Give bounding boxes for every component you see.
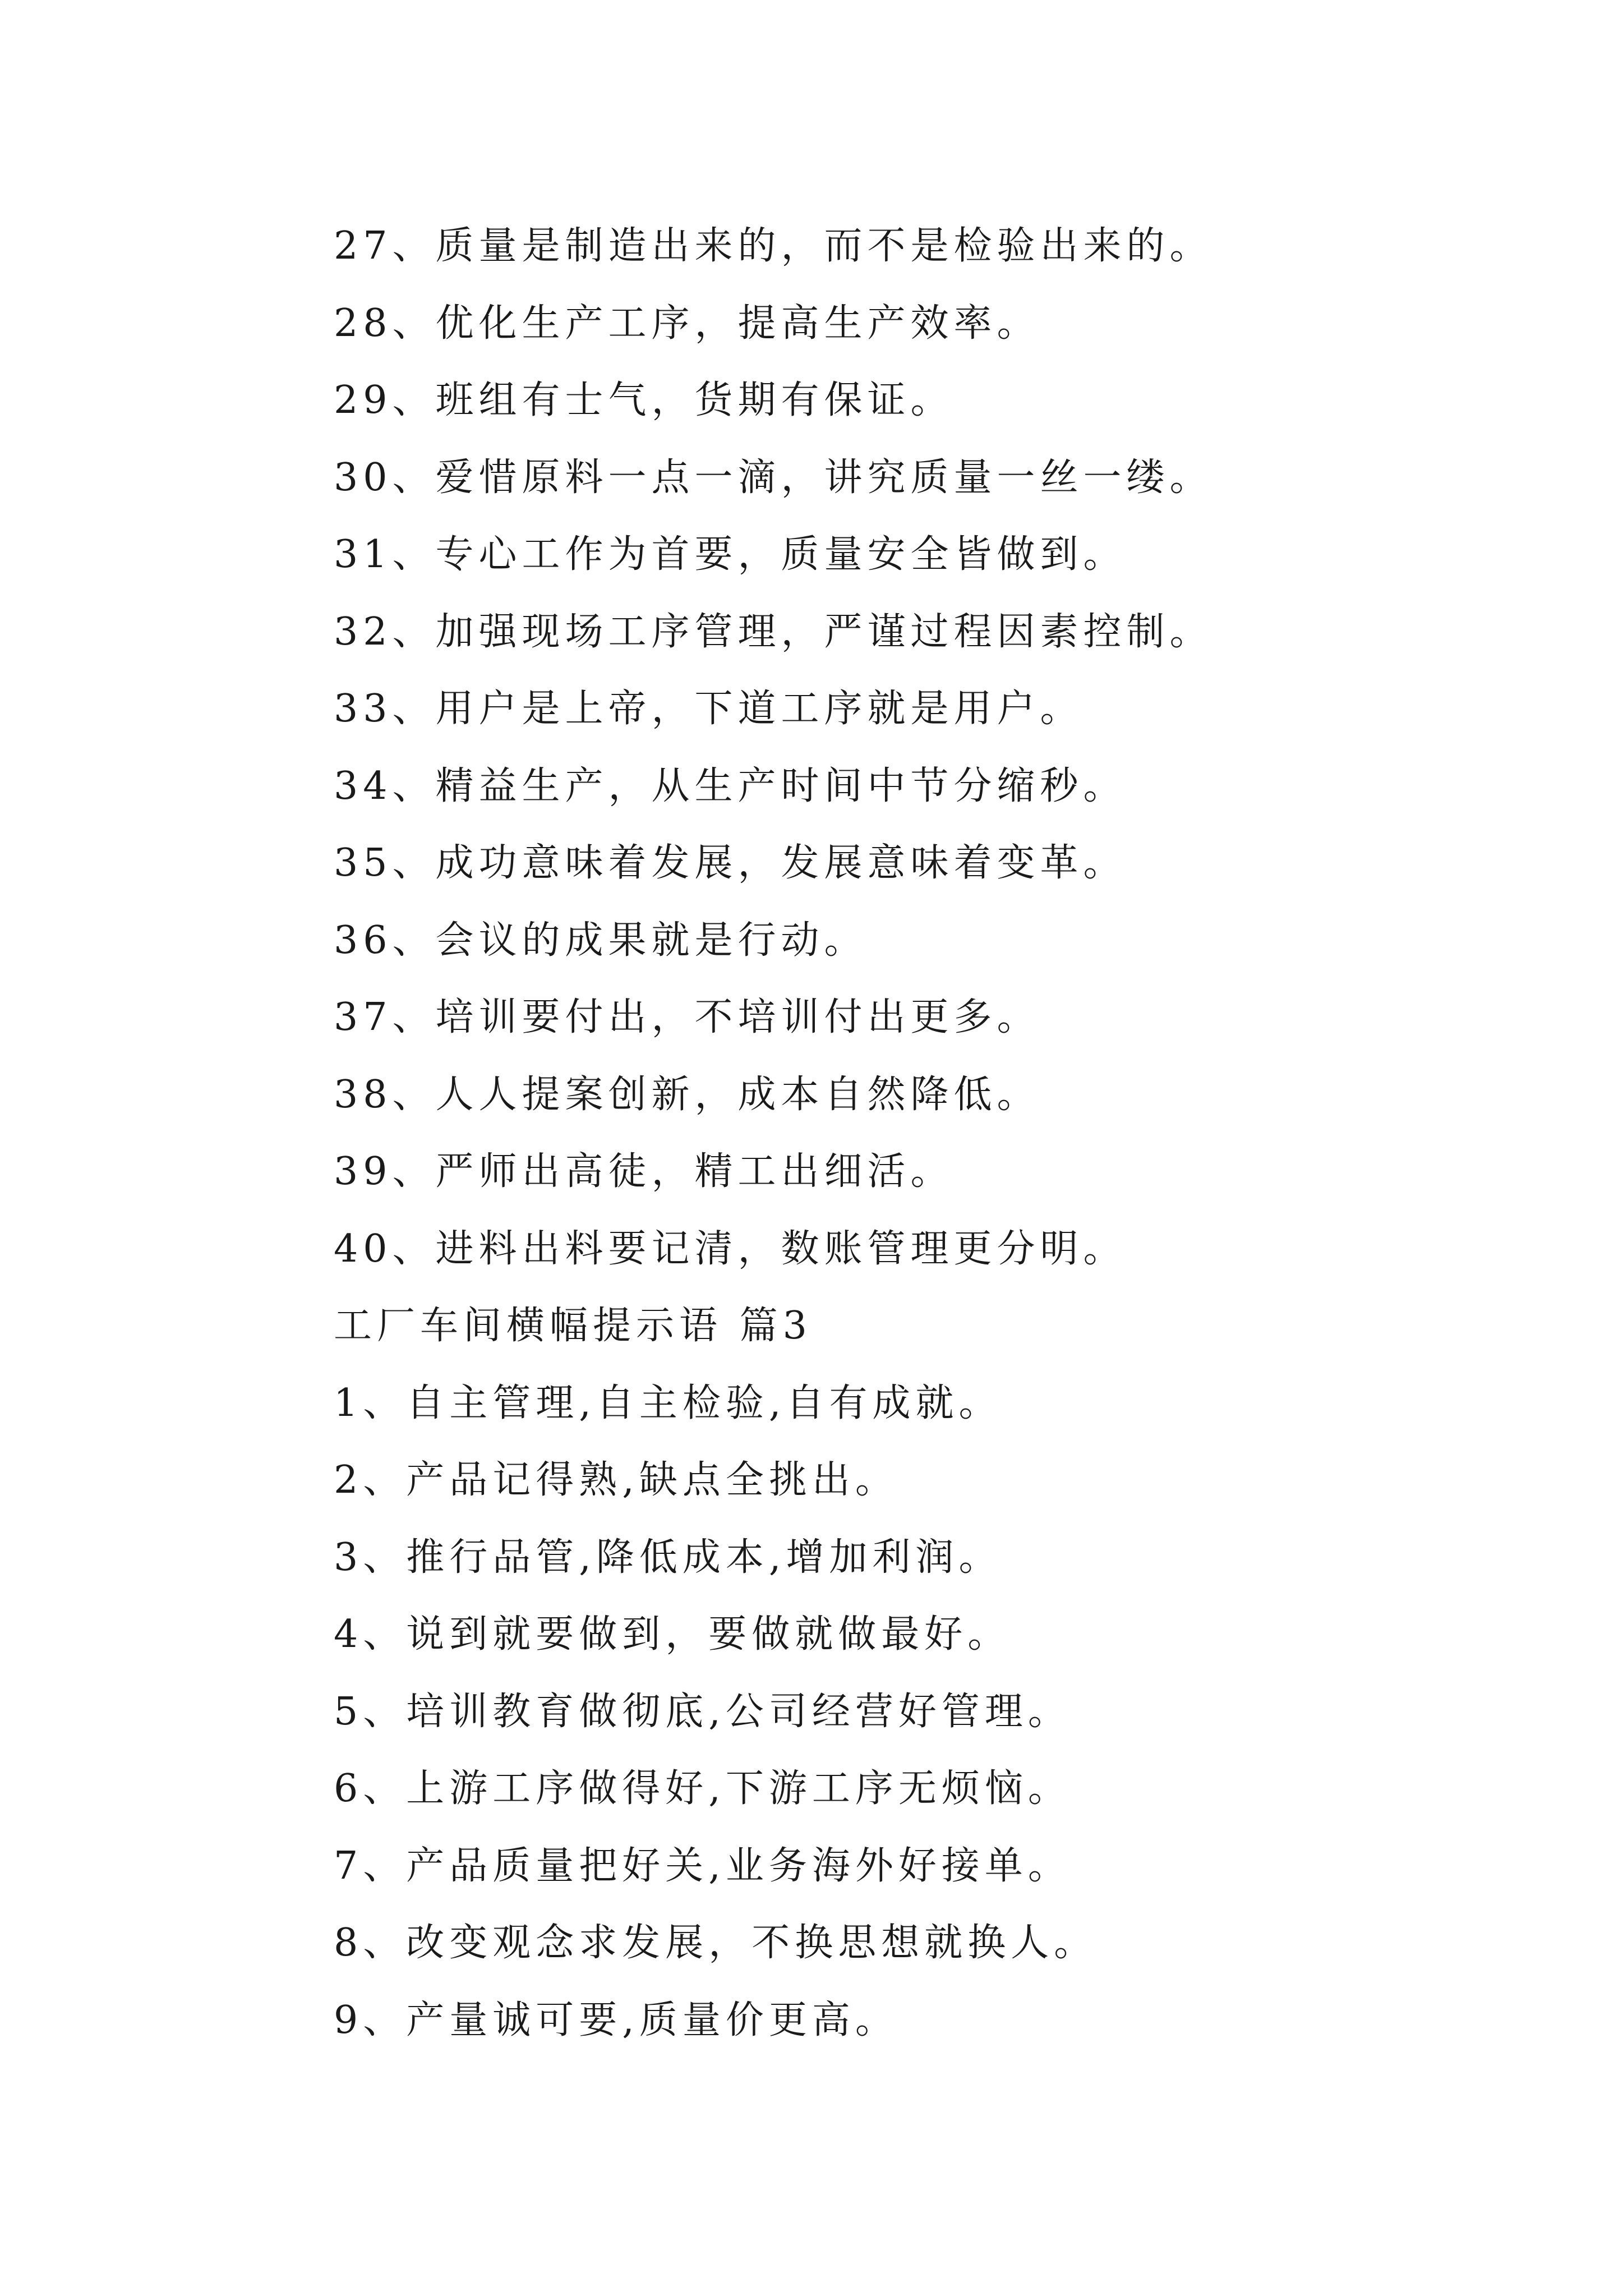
slogan-line: 7、产品质量把好关,业务海外好接单。	[334, 1843, 1071, 1888]
slogan-line: 3、推行品管,降低成本,增加利润。	[334, 1535, 1002, 1580]
slogan-line: 39、严师出高徒，精工出细活。	[334, 1149, 954, 1194]
slogan-line: 9、产量诚可要,质量价更高。	[334, 1998, 898, 2042]
slogan-line: 29、班组有士气，货期有保证。	[334, 378, 954, 422]
slogan-line: 28、优化生产工序，提高生产效率。	[334, 301, 1040, 346]
slogan-line: 34、精益生产，从生产时间中节分缩秒。	[334, 763, 1127, 808]
slogan-line: 8、改变观念求发展，不换思想就换人。	[334, 1921, 1098, 1965]
slogan-line: 32、加强现场工序管理，严谨过程因素控制。	[334, 609, 1213, 654]
slogan-line: 5、培训教育做彻底,公司经营好管理。	[334, 1689, 1071, 1734]
slogan-line: 30、爱惜原料一点一滴，讲究质量一丝一缕。	[334, 455, 1213, 500]
slogan-line: 27、质量是制造出来的，而不是检验出来的。	[334, 224, 1213, 268]
document-body	[334, 208, 1567, 2059]
slogan-line: 36、会议的成果就是行动。	[334, 918, 868, 963]
slogan-line: 38、人人提案创新，成本自然降低。	[334, 1072, 1040, 1117]
slogan-line: 31、专心工作为首要，质量安全皆做到。	[334, 532, 1127, 577]
slogan-line: 40、进料出料要记清，数账管理更分明。	[334, 1226, 1127, 1271]
slogan-line: 37、培训要付出，不培训付出更多。	[334, 995, 1040, 1039]
slogan-line: 1、自主管理,自主检验,自有成就。	[334, 1381, 1002, 1425]
slogan-line: 4、说到就要做到，要做就做最好。	[334, 1612, 1011, 1657]
slogan-line: 33、用户是上帝，下道工序就是用户。	[334, 687, 1083, 731]
slogan-line: 2、产品记得熟,缺点全挑出。	[334, 1458, 898, 1502]
section-heading: 工厂车间横幅提示语 篇3	[334, 1304, 812, 1348]
slogan-line: 35、成功意味着发展，发展意味着变革。	[334, 841, 1127, 885]
slogan-line: 6、上游工序做得好,下游工序无烦恼。	[334, 1766, 1071, 1811]
